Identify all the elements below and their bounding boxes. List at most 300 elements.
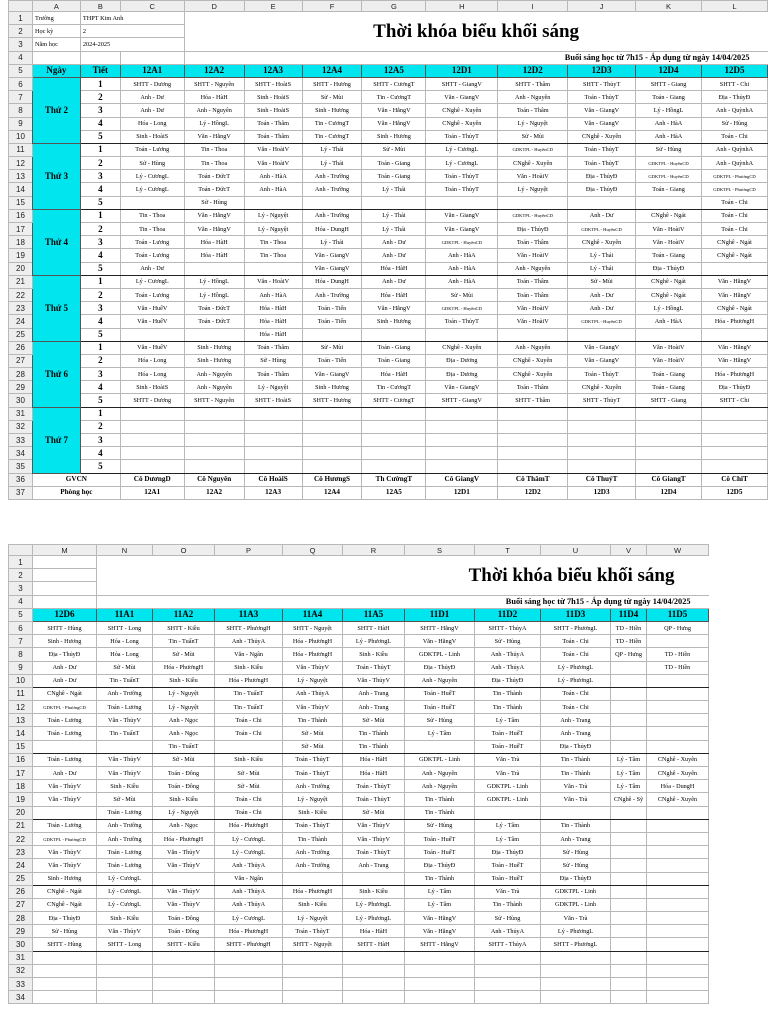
- lesson-cell: [647, 701, 709, 714]
- room-value: 12A4: [302, 486, 362, 499]
- lesson-cell: [647, 687, 709, 700]
- lesson-cell: Toán - Thâm: [244, 368, 302, 381]
- row-number: 9: [9, 117, 33, 130]
- corner-cell: [9, 545, 33, 556]
- lesson-cell: Anh - HàA: [426, 249, 498, 262]
- row-number: 2: [9, 25, 33, 38]
- lesson-cell: CNghê - Xuyên: [568, 381, 636, 394]
- lesson-cell: [498, 447, 568, 460]
- lesson-cell: [302, 434, 362, 447]
- lesson-cell: Lý - Nguyệt: [153, 806, 215, 819]
- row-number: 25: [9, 328, 33, 341]
- column-letter: H: [426, 1, 498, 12]
- lesson-cell: Văn - Trà: [475, 767, 541, 780]
- lesson-cell: SHTT - Nguyệt: [283, 938, 343, 951]
- lesson-cell: Hóa - HàH: [343, 925, 405, 938]
- lesson-cell: Anh - Nguyên: [184, 381, 244, 394]
- row-number: 35: [9, 460, 33, 473]
- room-row: [9, 486, 768, 499]
- lesson-cell: Tin - Thành: [541, 819, 611, 832]
- lesson-cell: Anh - Ngọc: [153, 819, 215, 832]
- column-letter: I: [498, 1, 568, 12]
- lesson-cell: Sử - Hùng: [120, 157, 184, 170]
- column-letter: R: [343, 545, 405, 556]
- lesson-cell: Toán - Tiến: [302, 302, 362, 315]
- lesson-cell: Sinh - Kiều: [153, 793, 215, 806]
- lesson-cell: Hóa - DungH: [302, 223, 362, 236]
- lesson-cell: Lý - CươngL: [426, 157, 498, 170]
- lesson-cell: Anh - HàA: [244, 288, 302, 301]
- lesson-cell: [362, 460, 426, 473]
- lesson-cell: Tin - Thành: [283, 832, 343, 845]
- schedule-row: [9, 315, 768, 328]
- lesson-cell: Toán - Lương: [33, 819, 97, 832]
- lesson-cell: Lý - Thái: [362, 183, 426, 196]
- room-value: 12D1: [426, 486, 498, 499]
- header-day: Ngày: [32, 64, 80, 77]
- lesson-cell: Toán - Đông: [153, 925, 215, 938]
- lesson-cell: Lý - PhươngL: [343, 898, 405, 911]
- lesson-cell: SHTT - Dương: [120, 77, 184, 90]
- schedule-row: [9, 912, 709, 925]
- period-number: 3: [80, 302, 120, 315]
- lesson-cell: Sinh - Hương: [302, 104, 362, 117]
- lesson-cell: Anh - HàA: [426, 262, 498, 275]
- lesson-cell: [97, 951, 153, 964]
- row-number: 11: [9, 143, 33, 156]
- row-number: 4: [9, 595, 33, 608]
- lesson-cell: Toán - Chi: [215, 806, 283, 819]
- lesson-cell: Sử - Hùng: [405, 819, 475, 832]
- lesson-cell: SHTT - Nguyên: [184, 77, 244, 90]
- lesson-cell: Tin - Thoa: [244, 236, 302, 249]
- lesson-cell: Hóa - PhươngH: [215, 674, 283, 687]
- lesson-cell: [611, 687, 647, 700]
- lesson-cell: Toán - Tiến: [302, 354, 362, 367]
- lesson-cell: Văn - HằngV: [405, 912, 475, 925]
- lesson-cell: Toán - Tiến: [302, 315, 362, 328]
- lesson-cell: CNghê - Ngát: [636, 275, 702, 288]
- row-number: 29: [9, 381, 33, 394]
- row-number: 16: [9, 209, 33, 222]
- lesson-cell: Sinh - Hương: [362, 130, 426, 143]
- lesson-cell: [244, 196, 302, 209]
- period-number: 1: [80, 275, 120, 288]
- lesson-cell: Toán - ĐứcT: [184, 315, 244, 328]
- row-number: 31: [9, 951, 33, 964]
- lesson-cell: [244, 262, 302, 275]
- period-number: 4: [80, 447, 120, 460]
- lesson-cell: [343, 978, 405, 991]
- row-number: 37: [9, 486, 33, 499]
- lesson-cell: Sinh - Kiều: [153, 674, 215, 687]
- lesson-cell: [153, 951, 215, 964]
- row-number: 22: [9, 288, 33, 301]
- lesson-cell: Lý - Thái: [362, 209, 426, 222]
- lesson-cell: SHTT - Giang: [636, 394, 702, 407]
- column-letter: N: [97, 545, 153, 556]
- period-number: 4: [80, 183, 120, 196]
- schedule-row: [9, 661, 709, 674]
- lesson-cell: [120, 434, 184, 447]
- corner-cell: [9, 1, 33, 12]
- schedule-row: [9, 236, 768, 249]
- day-label: Thứ 2: [32, 77, 80, 143]
- schedule-row: [9, 368, 768, 381]
- lesson-cell: Tin - Thành: [343, 727, 405, 740]
- lesson-cell: SHTT - HoàiS: [244, 77, 302, 90]
- info-label: Trường: [32, 12, 80, 25]
- lesson-cell: Địa - ThủyĐ: [541, 740, 611, 753]
- page-title: Thời khóa biểu khối sáng: [468, 564, 675, 586]
- schedule-row: [9, 288, 768, 301]
- row-number: 17: [9, 767, 33, 780]
- lesson-cell: GDKTPL - PhươngCD: [33, 701, 97, 714]
- lesson-cell: Địa - ThủyĐ: [701, 381, 767, 394]
- lesson-cell: Sử - Mùi: [362, 143, 426, 156]
- lesson-cell: CNghê - Xuyên: [498, 368, 568, 381]
- column-letter: L: [701, 1, 767, 12]
- lesson-cell: Tin - Thành: [541, 753, 611, 766]
- column-letter: S: [405, 545, 475, 556]
- schedule-row: [9, 420, 768, 433]
- lesson-cell: QP - Hưng: [611, 648, 647, 661]
- lesson-cell: Toán - Lương: [120, 236, 184, 249]
- schedule-row: [9, 130, 768, 143]
- lesson-cell: Lý - CươngL: [215, 846, 283, 859]
- homeroom-teacher: Cô HoàiS: [244, 473, 302, 486]
- lesson-cell: Văn - HoàiV: [636, 341, 702, 354]
- period-number: 2: [80, 223, 120, 236]
- schedule-row: [9, 196, 768, 209]
- lesson-cell: [153, 991, 215, 1004]
- lesson-cell: Văn - ThủyV: [343, 674, 405, 687]
- lesson-cell: Sinh - HoàiS: [120, 130, 184, 143]
- lesson-cell: Lý - CươngL: [97, 898, 153, 911]
- column-letter: Q: [283, 545, 343, 556]
- lesson-cell: Anh - QuỳnhA: [701, 104, 767, 117]
- lesson-cell: Toán - ThủyT: [283, 767, 343, 780]
- lesson-cell: Lý - Nguyệt: [153, 701, 215, 714]
- period-number: 2: [80, 157, 120, 170]
- lesson-cell: Văn - ThủyV: [283, 701, 343, 714]
- lesson-cell: Sử - Mùi: [215, 767, 283, 780]
- row-number: 16: [9, 753, 33, 766]
- lesson-cell: [184, 262, 244, 275]
- lesson-cell: Văn - ThủyV: [97, 925, 153, 938]
- lesson-cell: CNghê - Xuyên: [426, 117, 498, 130]
- lesson-cell: Sinh - Kiều: [343, 648, 405, 661]
- room-value: 12D5: [701, 486, 767, 499]
- row-number: 7: [9, 91, 33, 104]
- lesson-cell: Anh - HàA: [636, 315, 702, 328]
- lesson-cell: [302, 420, 362, 433]
- lesson-cell: [498, 196, 568, 209]
- class-header: 11A1: [97, 608, 153, 621]
- lesson-cell: [568, 434, 636, 447]
- lesson-cell: Lý - PhươngL: [541, 661, 611, 674]
- lesson-cell: Tin - Thoa: [120, 223, 184, 236]
- class-header: 11A3: [215, 608, 283, 621]
- lesson-cell: GDKTPL - HuyềnCD: [636, 157, 702, 170]
- lesson-cell: Văn - HuếV: [120, 315, 184, 328]
- period-number: 4: [80, 117, 120, 130]
- lesson-cell: [475, 964, 541, 977]
- lesson-cell: Văn - HoàiV: [636, 236, 702, 249]
- lesson-cell: Toán - ThủyT: [343, 793, 405, 806]
- lesson-cell: [215, 991, 283, 1004]
- lesson-cell: GDKTPL - HuyềnCD: [568, 223, 636, 236]
- lesson-cell: Văn - GiangV: [426, 381, 498, 394]
- period-number: 1: [80, 407, 120, 420]
- lesson-cell: Tin - CươngT: [302, 130, 362, 143]
- row-number: 23: [9, 302, 33, 315]
- lesson-cell: Lý - Tâm: [611, 767, 647, 780]
- lesson-cell: Sử - Mùi: [97, 793, 153, 806]
- lesson-cell: [611, 806, 647, 819]
- lesson-cell: [611, 846, 647, 859]
- lesson-cell: Toán - ThủyT: [343, 661, 405, 674]
- lesson-cell: Tin - Thành: [283, 714, 343, 727]
- lesson-cell: Anh - Ngọc: [153, 714, 215, 727]
- row-number: 1: [9, 556, 33, 569]
- lesson-cell: Toán - Giang: [636, 91, 702, 104]
- lesson-cell: [283, 951, 343, 964]
- lesson-cell: Sử - Hùng: [475, 635, 541, 648]
- lesson-cell: Lý - HồngL: [636, 302, 702, 315]
- lesson-cell: [283, 872, 343, 885]
- lesson-cell: SHTT - CươngT: [362, 394, 426, 407]
- lesson-cell: [647, 964, 709, 977]
- room-value: 12D3: [568, 486, 636, 499]
- lesson-cell: SHTT - Thâm: [498, 77, 568, 90]
- cell: [120, 51, 184, 64]
- lesson-cell: [244, 434, 302, 447]
- lesson-cell: Tin - TuấnT: [97, 727, 153, 740]
- lesson-cell: Lý - Nguyệt: [283, 793, 343, 806]
- lesson-cell: SHTT - HàH: [343, 621, 405, 634]
- lesson-cell: [611, 978, 647, 991]
- lesson-cell: Toán - ThủyT: [568, 143, 636, 156]
- lesson-cell: Toán - Giang: [362, 354, 426, 367]
- lesson-cell: Văn - Ngân: [215, 648, 283, 661]
- lesson-cell: Anh - Nguyên: [405, 780, 475, 793]
- lesson-cell: Văn - HoàiV: [636, 223, 702, 236]
- lesson-cell: Toán - Lương: [33, 714, 97, 727]
- lesson-cell: [647, 727, 709, 740]
- lesson-cell: Hóa - HàH: [362, 368, 426, 381]
- schedule-row: [9, 354, 768, 367]
- lesson-cell: Văn - GiangV: [426, 209, 498, 222]
- subtitle-row: [9, 595, 709, 608]
- cell: [33, 569, 97, 582]
- homeroom-row: [9, 473, 768, 486]
- class-header: 12A4: [302, 64, 362, 77]
- column-letter: F: [302, 1, 362, 12]
- lesson-cell: Toán - Chi: [215, 793, 283, 806]
- lesson-cell: [302, 328, 362, 341]
- lesson-cell: CNghê - Xuyên: [498, 157, 568, 170]
- lesson-cell: Văn - Trà: [541, 780, 611, 793]
- lesson-cell: Sử - Hùng: [636, 143, 702, 156]
- lesson-cell: [120, 196, 184, 209]
- row-number: 25: [9, 872, 33, 885]
- lesson-cell: Toán - Lương: [97, 806, 153, 819]
- lesson-cell: Anh - Dư: [568, 302, 636, 315]
- lesson-cell: Anh - Trường: [302, 288, 362, 301]
- row-number: 14: [9, 727, 33, 740]
- lesson-cell: [97, 740, 153, 753]
- row-number: 31: [9, 407, 33, 420]
- schedule-row: [9, 687, 709, 700]
- schedule-row: [9, 832, 709, 845]
- lesson-cell: [568, 420, 636, 433]
- lesson-cell: TD - Hiền: [611, 635, 647, 648]
- lesson-cell: [184, 420, 244, 433]
- row-number: 20: [9, 262, 33, 275]
- lesson-cell: Văn - HằngV: [701, 275, 767, 288]
- row-number: 33: [9, 434, 33, 447]
- lesson-cell: GDKTPL - PhươngCD: [701, 170, 767, 183]
- lesson-cell: [647, 819, 709, 832]
- lesson-cell: [475, 951, 541, 964]
- lesson-cell: Văn - ThủyV: [97, 714, 153, 727]
- lesson-cell: Anh - Nguyên: [498, 262, 568, 275]
- lesson-cell: Anh - QuỳnhA: [701, 143, 767, 156]
- lesson-cell: [405, 978, 475, 991]
- lesson-cell: Toán - Giang: [362, 157, 426, 170]
- schedule-row: [9, 938, 709, 951]
- lesson-cell: SHTT - Thâm: [498, 394, 568, 407]
- homeroom-teacher: Cô HươngS: [302, 473, 362, 486]
- page-title: Thời khóa biểu khối sáng: [373, 20, 580, 42]
- period-number: 5: [80, 196, 120, 209]
- row-number: 27: [9, 354, 33, 367]
- lesson-cell: Anh - Trường: [302, 183, 362, 196]
- lesson-cell: [215, 740, 283, 753]
- lesson-cell: GDKTPL - HuyềnCD: [498, 209, 568, 222]
- lesson-cell: [426, 328, 498, 341]
- lesson-cell: Văn - GiangV: [568, 104, 636, 117]
- timetable-grid-2: [8, 544, 709, 1004]
- lesson-cell: Văn - ThủyV: [153, 898, 215, 911]
- lesson-cell: Anh - ThủyA: [215, 885, 283, 898]
- class-header: 12D3: [568, 64, 636, 77]
- lesson-cell: Sử - Mùi: [426, 288, 498, 301]
- lesson-cell: Anh - Dư: [568, 209, 636, 222]
- lesson-cell: [120, 407, 184, 420]
- cell: [32, 51, 80, 64]
- row-number: 1: [9, 12, 33, 25]
- subtitle-row: [9, 51, 768, 64]
- lesson-cell: Sinh - Kiều: [283, 806, 343, 819]
- row-number: 18: [9, 236, 33, 249]
- schedule-row: [9, 434, 768, 447]
- lesson-cell: Anh - Ngọc: [153, 727, 215, 740]
- lesson-cell: Toán - ThủyT: [568, 368, 636, 381]
- lesson-cell: Sử - Mùi: [568, 275, 636, 288]
- lesson-cell: [302, 460, 362, 473]
- lesson-cell: Tin - CươngT: [362, 91, 426, 104]
- lesson-cell: Hóa - PhươngH: [215, 925, 283, 938]
- lesson-cell: Văn - HằngV: [362, 302, 426, 315]
- lesson-cell: Văn - HằngV: [184, 130, 244, 143]
- homeroom-teacher: Cô Nguyên: [184, 473, 244, 486]
- lesson-cell: Lý - CươngL: [120, 170, 184, 183]
- row-number: 29: [9, 925, 33, 938]
- lesson-cell: [611, 727, 647, 740]
- column-letter: G: [362, 1, 426, 12]
- lesson-cell: [611, 714, 647, 727]
- homeroom-teacher: Cô GiangT: [636, 473, 702, 486]
- lesson-cell: [611, 951, 647, 964]
- row-number: 32: [9, 964, 33, 977]
- lesson-cell: [184, 407, 244, 420]
- row-number: 8: [9, 104, 33, 117]
- lesson-cell: Toán - Lương: [97, 701, 153, 714]
- lesson-cell: Lý - Nguyệt: [153, 687, 215, 700]
- lesson-cell: [568, 447, 636, 460]
- lesson-cell: GDKTPL - HuyềnCD: [426, 236, 498, 249]
- lesson-cell: Toán - HuếT: [475, 859, 541, 872]
- schedule-row: [9, 951, 709, 964]
- lesson-cell: [97, 964, 153, 977]
- schedule-row: [9, 104, 768, 117]
- row-number: 26: [9, 885, 33, 898]
- schedule-row: [9, 648, 709, 661]
- lesson-cell: Sử - Hùng: [33, 925, 97, 938]
- lesson-cell: GDKTPL - PhươngCD: [33, 832, 97, 845]
- lesson-cell: Anh - HàA: [426, 275, 498, 288]
- lesson-cell: Văn - GiangV: [426, 223, 498, 236]
- lesson-cell: [701, 407, 767, 420]
- homeroom-teacher: Cô ThâmT: [498, 473, 568, 486]
- lesson-cell: Văn - HằngV: [701, 288, 767, 301]
- lesson-cell: Anh - Trang: [343, 859, 405, 872]
- lesson-cell: Văn - GiangV: [302, 249, 362, 262]
- row-number: 6: [9, 77, 33, 90]
- lesson-cell: Địa - ThủyĐ: [405, 859, 475, 872]
- lesson-cell: Tin - TuấnT: [215, 701, 283, 714]
- homeroom-teacher: Cô ChiT: [701, 473, 767, 486]
- cell: [33, 556, 97, 569]
- lesson-cell: Lý - Tâm: [405, 885, 475, 898]
- lesson-cell: [426, 196, 498, 209]
- lesson-cell: Toán - ThủyT: [568, 91, 636, 104]
- lesson-cell: Tin - Thoa: [244, 249, 302, 262]
- lesson-cell: Địa - ThủyĐ: [33, 648, 97, 661]
- cell: [80, 51, 120, 64]
- lesson-cell: Toán - Chi: [215, 727, 283, 740]
- lesson-cell: Toán - Chi: [701, 130, 767, 143]
- lesson-cell: Toán - ThủyT: [343, 846, 405, 859]
- lesson-cell: Văn - ThủyV: [153, 885, 215, 898]
- lesson-cell: Anh - Dư: [362, 249, 426, 262]
- lesson-cell: SHTT - HàH: [343, 938, 405, 951]
- schedule-row: [9, 740, 709, 753]
- class-header: 12D2: [498, 64, 568, 77]
- lesson-cell: Sử - Hùng: [541, 846, 611, 859]
- column-letter: A: [32, 1, 80, 12]
- row-number: 27: [9, 898, 33, 911]
- period-number: 4: [80, 315, 120, 328]
- period-number: 4: [80, 381, 120, 394]
- lesson-cell: [611, 938, 647, 951]
- schedule-row: [9, 170, 768, 183]
- lesson-cell: Toán - ĐứcT: [184, 183, 244, 196]
- lesson-cell: Địa - ThủyĐ: [541, 872, 611, 885]
- lesson-cell: CNghê - Ngát: [33, 687, 97, 700]
